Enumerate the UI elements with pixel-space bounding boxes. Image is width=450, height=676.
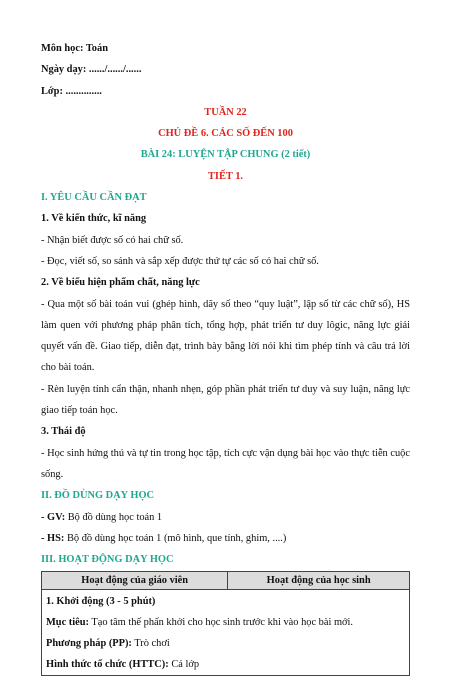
- lesson-title: BÀI 24: LUYỆN TẬP CHUNG (2 tiết): [140, 149, 311, 161]
- knowledge-item: - Nhận biết được số có hai chữ số.: [41, 234, 184, 246]
- quality-heading: 2. Về biểu hiện phẩm chất, năng lực: [41, 277, 200, 289]
- section3-heading: III. HOẠT ĐỘNG DẠY HỌC: [41, 554, 174, 566]
- topic-title: CHỦ ĐỀ 6. CÁC SỐ ĐẾN 100: [158, 128, 293, 140]
- method-label: Phương pháp (PP):: [46, 638, 132, 650]
- date-label: Ngày dạy: ....../....../......: [41, 64, 142, 76]
- table-header-row: [42, 572, 410, 590]
- section2-heading: II. ĐỒ DÙNG DẠY HỌC: [41, 490, 155, 502]
- quality-item: - Qua một số bài toán vui (ghép hình, dãy số theo “quy luật”, lập số từ các chữ số), HS làm quen với phương pháp phân tích, tổng hợp, phát triển tư duy lôgic, năng lực giải quyết vấn đề. Giao tiếp, diễn đạt, trình bày bằng lời nói khi tìm phép tính và câu trả lời cho bài toán.: [41, 298, 410, 374]
- method-text: Trò chơi: [131, 638, 170, 650]
- warmup-cell: [42, 590, 410, 676]
- goal-text: Tạo tâm thế phấn khởi cho học sinh trước khi vào học bài mới.: [89, 617, 354, 629]
- org-label: Hình thức tổ chức (HTTC):: [46, 659, 169, 671]
- knowledge-heading: 1. Về kiến thức, kĩ năng: [41, 213, 147, 225]
- quality-item: - Rèn luyện tính cẩn thận, nhanh nhẹn, góp phần phát triển tư duy và suy luận, năng lực giao tiếp toán học.: [41, 383, 410, 417]
- org-text: Cả lớp: [168, 659, 200, 671]
- org-line: [46, 654, 405, 675]
- section1-heading: I. YÊU CẦU CẦN ĐẠT: [41, 192, 147, 204]
- warmup-step-title: 1. Khởi động (3 - 5 phút): [46, 596, 156, 608]
- knowledge-item: - Đọc, viết số, so sánh và sắp xếp được thứ tự các số có hai chữ số.: [41, 255, 319, 267]
- week-title: TUẦN 22: [204, 106, 247, 118]
- hs-materials: [41, 528, 410, 549]
- hs-text: Bộ đồ dùng học toán 1 (mô hình, que tính, ghim, ....): [64, 532, 287, 544]
- gv-text: Bộ đồ dùng học toán 1: [65, 511, 163, 523]
- class-label: Lớp: ..............: [41, 85, 102, 97]
- subject-label: Môn học: Toán: [41, 43, 108, 54]
- method-line: [46, 633, 405, 654]
- lesson-plan-content: [41, 38, 410, 676]
- teacher-column-header: Hoạt động của giáo viên: [42, 572, 228, 590]
- attitude-item: - Học sinh hứng thú và tự tin trong học tập, tích cực vận dụng bài học vào thực tiễn cuộc sống.: [41, 447, 410, 480]
- goal-label: Mục tiêu:: [46, 617, 89, 629]
- student-column-header: Hoạt động của học sinh: [228, 572, 410, 590]
- period-title: TIẾT 1.: [207, 170, 244, 182]
- gv-label: - GV:: [41, 511, 66, 523]
- table-row: [42, 590, 410, 676]
- hs-label: - HS:: [41, 532, 65, 544]
- activities-table: [41, 571, 410, 676]
- attitude-heading: 3. Thái độ: [41, 426, 86, 438]
- gv-materials: [41, 507, 410, 528]
- goal-line: [46, 612, 405, 633]
